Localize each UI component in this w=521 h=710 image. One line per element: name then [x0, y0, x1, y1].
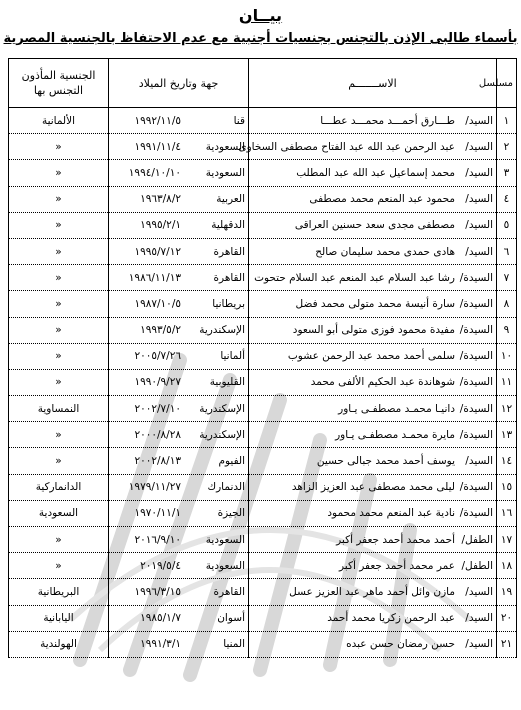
applicant-name: طـــارق أحمـــد محمـــد عطـــا [320, 114, 455, 127]
birth-place: السعودية [205, 559, 245, 572]
birth-cell [109, 500, 249, 526]
birth-cell [109, 238, 249, 264]
birth-cell [109, 134, 249, 160]
applicant-name: حسن رمضان حسن عبده [346, 638, 455, 651]
birth-cell [109, 553, 249, 579]
birth-cell [109, 422, 249, 448]
applicant-name: عبد الرحمن زكريا محمد أحمد [327, 612, 455, 625]
name-cell [249, 108, 497, 134]
nationality-cell: الدانماركية [9, 474, 109, 500]
birth-place: ألمانيا [220, 350, 245, 363]
serial-cell: ٣ [497, 160, 517, 186]
nationality-cell: « [9, 291, 109, 317]
table-body [9, 108, 517, 658]
birth-date: ١٩٦٣/٨/٢ [140, 193, 181, 206]
nationality-cell: « [9, 238, 109, 264]
birth-date: ١٩٩٥/٧/١٢ [134, 245, 181, 258]
serial-cell: ١٩ [497, 579, 517, 605]
applicant-name: محمد إسماعيل عبد الله عبد المطلب [296, 166, 455, 179]
birth-place: بريطانيا [212, 297, 245, 310]
applicant-name: نادية عبد المنعم محمد محمود [327, 507, 455, 520]
column-header-name: الاســـــــم [249, 59, 497, 108]
name-cell [249, 448, 497, 474]
table-row [9, 238, 517, 264]
serial-cell: ١٠ [497, 343, 517, 369]
birth-place: المنيا [223, 638, 245, 651]
birth-date: ١٩٩٦/٣/١٥ [134, 585, 181, 598]
document-title: بيــان [238, 6, 283, 25]
birth-place: قنا [233, 114, 245, 127]
serial-cell: ١٨ [497, 553, 517, 579]
table-row [9, 212, 517, 238]
birth-place: الدقهلية [211, 219, 245, 232]
birth-date: ١٩٩٣/٥/٢ [140, 324, 181, 337]
name-cell [249, 500, 497, 526]
column-header-birth: جهة وتاريخ الميلاد [109, 59, 249, 108]
document-subtitle: بأسماء طالبى الإذن بالتجنس بجنسيات أجنبية مع عدم الاحتفاظ بالجنسية المصرية [3, 31, 518, 46]
birth-date: ٢٠١٩/٥/٤ [140, 559, 181, 572]
serial-cell: ١٧ [497, 527, 517, 553]
nationality-cell: « [9, 134, 109, 160]
applicant-name: يوسف أحمد محمد جبالى حسين [316, 455, 455, 468]
table-row [9, 527, 517, 553]
title-prefix: السيدة/ [459, 297, 493, 310]
title-prefix: السيدة/ [459, 324, 493, 337]
table-row [9, 108, 517, 134]
title-prefix: السيدة/ [459, 271, 493, 284]
birth-place: القاهرة [213, 245, 245, 258]
birth-cell [109, 265, 249, 291]
name-cell [249, 317, 497, 343]
applicants-table [8, 58, 517, 658]
title-prefix: السيدة/ [459, 376, 493, 389]
name-cell [249, 422, 497, 448]
applicant-name: سلمى أحمد محمد عبد الرحمن عشوب [287, 350, 455, 363]
title-prefix: السيد/ [465, 166, 493, 179]
nationality-cell: الألمانية [9, 108, 109, 134]
table-row [9, 317, 517, 343]
name-cell [249, 474, 497, 500]
birth-date: ١٩٨٥/١/٧ [140, 612, 181, 625]
nationality-cell: « [9, 265, 109, 291]
nationality-cell: « [9, 343, 109, 369]
table-row [9, 396, 517, 422]
birth-date: ٢٠١٦/٩/١٠ [134, 533, 181, 546]
serial-cell: ٢٠ [497, 605, 517, 631]
birth-place: الإسكندرية [199, 402, 245, 415]
table-row [9, 553, 517, 579]
birth-place: القاهرة [213, 585, 245, 598]
serial-cell: ١ [497, 108, 517, 134]
title-prefix: السيدة/ [459, 481, 493, 494]
nationality-cell: « [9, 160, 109, 186]
title-prefix: السيدة/ [459, 428, 493, 441]
table-row [9, 474, 517, 500]
name-cell [249, 396, 497, 422]
birth-cell [109, 212, 249, 238]
name-cell [249, 605, 497, 631]
name-cell [249, 160, 497, 186]
title-prefix: السيد/ [465, 638, 493, 651]
nationality-cell: « [9, 422, 109, 448]
serial-cell: ١٢ [497, 396, 517, 422]
birth-cell [109, 579, 249, 605]
serial-cell: ٥ [497, 212, 517, 238]
birth-cell [109, 343, 249, 369]
serial-cell: ٦ [497, 238, 517, 264]
applicant-name: دانيـا محمـد مصطفـى يـاور [338, 402, 455, 415]
serial-cell: ٤ [497, 186, 517, 212]
serial-cell: ١٦ [497, 500, 517, 526]
birth-place: القليوبية [209, 376, 245, 389]
name-cell [249, 579, 497, 605]
applicant-name: أحمد محمد أحمد جعفر أكبر [336, 533, 455, 546]
nationality-cell: البريطانية [9, 579, 109, 605]
table-row [9, 343, 517, 369]
name-cell [249, 186, 497, 212]
birth-place: العربية [216, 193, 245, 206]
birth-cell [109, 160, 249, 186]
applicant-name: ليلى محمد مصطفى عبد العزيز الزاهد [291, 481, 455, 494]
birth-cell [109, 631, 249, 657]
title-prefix: السيدة/ [459, 507, 493, 520]
title-prefix: السيد/ [465, 140, 493, 153]
nationality-cell: « [9, 369, 109, 395]
birth-date: ١٩٩٢/١١/٥ [134, 114, 181, 127]
birth-cell [109, 474, 249, 500]
birth-cell [109, 527, 249, 553]
birth-date: ١٩٩٥/٢/١ [140, 219, 181, 232]
name-cell [249, 343, 497, 369]
serial-cell: ١٤ [497, 448, 517, 474]
nationality-cell: اليابانية [9, 605, 109, 631]
serial-cell: ١١ [497, 369, 517, 395]
column-header-nationality: الجنسية المأذون التجنس بها [9, 59, 109, 108]
birth-place: الجيزة [217, 507, 245, 520]
birth-date: ١٩٩١/٣/١ [140, 638, 181, 651]
name-cell [249, 265, 497, 291]
nationality-cell: « [9, 448, 109, 474]
birth-date: ١٩٨٧/١٠/٥ [134, 297, 181, 310]
table-row [9, 579, 517, 605]
table-row [9, 422, 517, 448]
table-row [9, 134, 517, 160]
serial-cell: ٩ [497, 317, 517, 343]
birth-date: ١٩٩٠/٩/٢٧ [134, 376, 181, 389]
title-prefix: الطفل/ [461, 559, 493, 572]
serial-cell: ٢١ [497, 631, 517, 657]
nationality-cell: « [9, 527, 109, 553]
birth-cell [109, 317, 249, 343]
title-prefix: الطفل/ [461, 533, 493, 546]
column-header-serial: مسلسل [497, 59, 517, 108]
birth-cell [109, 605, 249, 631]
applicant-name: شوهاندة عبد الحكيم الألفى محمد [310, 376, 455, 389]
birth-cell [109, 186, 249, 212]
title-prefix: السيد/ [465, 245, 493, 258]
birth-place: الإسكندرية [199, 324, 245, 337]
table-row [9, 160, 517, 186]
birth-date: ١٩٨٦/١١/١٣ [128, 271, 181, 284]
birth-date: ١٩٩٤/١٠/١٠ [128, 166, 181, 179]
birth-cell [109, 369, 249, 395]
applicant-name: محمود عبد المنعم محمد مصطفى [309, 193, 455, 206]
name-cell [249, 553, 497, 579]
nationality-cell: « [9, 186, 109, 212]
birth-place: القاهرة [213, 271, 245, 284]
title-prefix: السيد/ [465, 585, 493, 598]
serial-cell: ٨ [497, 291, 517, 317]
name-cell [249, 291, 497, 317]
name-cell [238, 134, 497, 160]
birth-date: ٢٠٠٢/٧/١٠ [134, 402, 181, 415]
birth-place: الإسكندرية [199, 428, 245, 441]
applicant-name: عمر محمد أحمد جعفر أكبر [339, 559, 455, 572]
applicant-name: سارة أنيسة محمد متولى محمد فضل [295, 297, 455, 310]
birth-place: الدنمارك [207, 481, 245, 494]
table-row [9, 448, 517, 474]
applicant-name: مازن وائل أحمد ماهر عبد العزيز عسل [289, 585, 455, 598]
birth-cell [109, 291, 249, 317]
serial-cell: ٧ [497, 265, 517, 291]
birth-place: السعودية [205, 140, 245, 153]
table-row [9, 631, 517, 657]
applicant-name: مصطفى مجدى سعد حسنين العراقى [294, 219, 455, 232]
table-row [9, 605, 517, 631]
nationality-cell: « [9, 317, 109, 343]
table-row [9, 500, 517, 526]
serial-cell: ١٥ [497, 474, 517, 500]
applicant-name: مايرة محمـد مصطفـى يـاور [335, 428, 455, 441]
applicant-name: هادى حمدى محمد سليمان صالح [315, 245, 455, 258]
birth-place: السعودية [205, 166, 245, 179]
nationality-cell: النمساوية [9, 396, 109, 422]
title-prefix: السيدة/ [459, 350, 493, 363]
serial-cell: ١٣ [497, 422, 517, 448]
title-prefix: السيد/ [465, 114, 493, 127]
birth-cell [109, 108, 249, 134]
birth-place: الفيوم [218, 455, 245, 468]
title-prefix: السيد/ [465, 219, 493, 232]
applicant-name: عبد الرحمن عبد الله عبد الفتاح مصطفى السخاوى [238, 140, 455, 153]
nationality-cell: « [9, 212, 109, 238]
applicant-name: مفيدة محمود فوزى متولى أبو السعود [292, 324, 455, 337]
table-row [9, 291, 517, 317]
title-prefix: السيد/ [465, 455, 493, 468]
birth-cell [109, 396, 249, 422]
birth-date: ٢٠٠٥/٧/٢٦ [134, 350, 181, 363]
table-header-row [9, 59, 517, 108]
birth-place: السعودية [205, 533, 245, 546]
title-prefix: السيد/ [465, 193, 493, 206]
birth-date: ١٩٧٩/١١/٢٧ [128, 481, 181, 494]
birth-date: ٢٠٠٢/٨/١٣ [134, 455, 181, 468]
birth-date: ٢٠٠٠/٨/٢٨ [134, 428, 181, 441]
title-prefix: السيدة/ [459, 402, 493, 415]
serial-cell: ٢ [497, 134, 517, 160]
nationality-cell: السعودية [9, 500, 109, 526]
table-row [9, 369, 517, 395]
table-row [9, 186, 517, 212]
birth-date: ١٩٧٠/١١/١ [134, 507, 181, 520]
birth-cell [109, 448, 249, 474]
name-cell [249, 238, 497, 264]
title-prefix: السيد/ [465, 612, 493, 625]
nationality-cell: الهولندية [9, 631, 109, 657]
name-cell [249, 369, 497, 395]
nationality-cell: « [9, 553, 109, 579]
table-row [9, 265, 517, 291]
name-cell [249, 527, 497, 553]
birth-date: ١٩٩١/١١/٤ [134, 140, 181, 153]
name-cell [249, 631, 497, 657]
applicant-name: رشا عبد السلام عبد المنعم عبد السلام حتحوت [254, 271, 455, 284]
name-cell [249, 212, 497, 238]
birth-place: أسوان [217, 612, 245, 625]
